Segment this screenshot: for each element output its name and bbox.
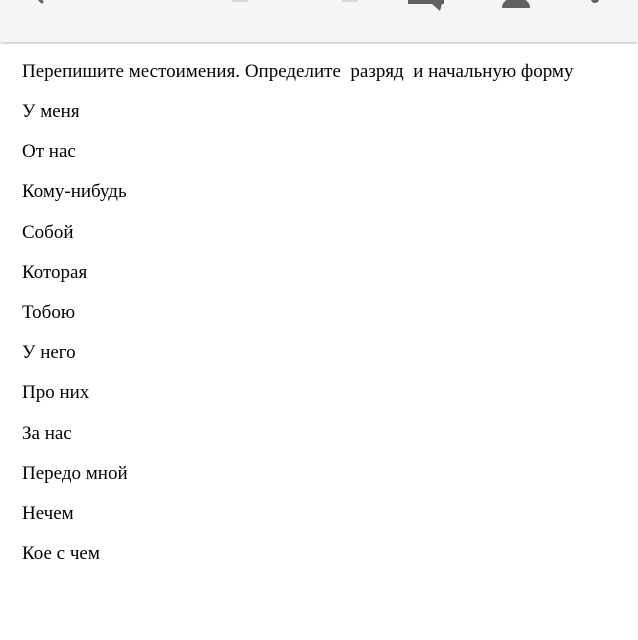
pronoun-item: Собой — [22, 221, 74, 243]
tool-icon-2[interactable] — [340, 0, 360, 8]
pronoun-list — [22, 99, 128, 581]
comment-icon[interactable] — [406, 0, 446, 18]
task-heading: Перепишите местоимения. Определите разряд и начальную форму — [22, 61, 574, 82]
pronoun-item: Про них — [22, 382, 90, 404]
pronoun-item: Тобою — [22, 301, 76, 323]
person-icon[interactable] — [500, 0, 532, 16]
pronoun-item: Которая — [22, 261, 88, 283]
pronoun-item: Кое с чем — [22, 543, 100, 565]
back-arrow-icon[interactable] — [28, 0, 56, 12]
tool-icon-1[interactable] — [230, 0, 250, 8]
pronoun-item: Передо мной — [22, 462, 128, 484]
pronoun-item: У него — [22, 342, 76, 364]
pronoun-item: Кому-нибудь — [22, 181, 127, 203]
document-content — [0, 44, 638, 640]
pronoun-item: От нас — [22, 141, 76, 163]
more-vert-icon[interactable] — [588, 0, 602, 12]
app-toolbar — [0, 0, 638, 42]
pronoun-item: У меня — [22, 101, 80, 122]
pronoun-item: Нечем — [22, 502, 74, 524]
pronoun-item: За нас — [22, 422, 72, 444]
